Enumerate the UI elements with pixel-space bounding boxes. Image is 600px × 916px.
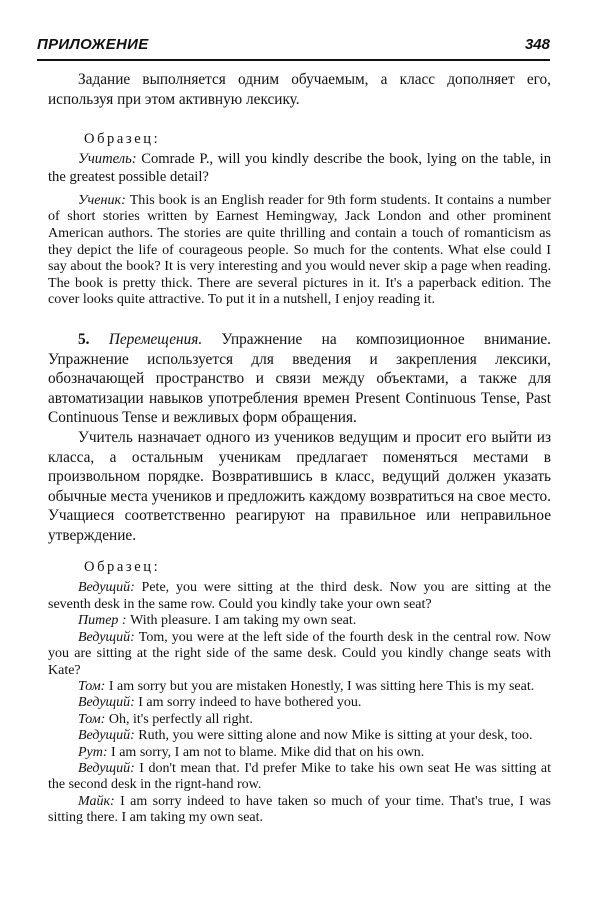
page-number: 348 bbox=[524, 36, 550, 53]
speaker-label: Ведущий: bbox=[78, 760, 135, 776]
page-body bbox=[48, 70, 551, 827]
dialogue-line bbox=[48, 151, 551, 187]
speaker-label: Учитель: bbox=[78, 151, 137, 168]
speaker-label: Ученик: bbox=[78, 191, 126, 208]
dialogue-text: With pleasure. I am taking my own seat. bbox=[126, 613, 357, 629]
section-number: 5. bbox=[78, 330, 90, 348]
section-5-paragraph-1 bbox=[48, 330, 551, 428]
intro-paragraph: Задание выполняется одним обучаемым, а класс дополняет его, используя при этом активную лексику. bbox=[48, 71, 551, 108]
dialogue-line bbox=[48, 613, 551, 629]
dialogue-line bbox=[48, 192, 551, 308]
speaker-label: Ведущий: bbox=[78, 629, 135, 645]
dialogue-line bbox=[48, 712, 551, 728]
page-header bbox=[37, 36, 550, 58]
speaker-label: Питер : bbox=[78, 613, 127, 629]
section-text: Упражнение на композиционное внимание. Упражнение используется для введения и закрепления лексики, обозначающей пространство и связи между объектами, а также для автоматизации навыков употребления времен Present Continuous Tense, Past Continuous Tense и вежливых форм обращения. bbox=[48, 330, 551, 427]
running-title: ПРИЛОЖЕНИЕ bbox=[37, 36, 149, 53]
dialogue-line bbox=[48, 761, 551, 794]
dialogue-text: Comrade P., will you kindly describe the book, lying on the table, in the greatest possible detail? bbox=[48, 151, 551, 185]
dialogue-line bbox=[48, 580, 551, 613]
dialogue-line bbox=[48, 679, 551, 695]
speaker-label: Ведущий: bbox=[78, 728, 135, 744]
sample-label-2: Образец: bbox=[84, 559, 161, 576]
dialogue-line bbox=[48, 794, 551, 827]
speaker-label: Том: bbox=[78, 711, 106, 727]
dialogue-text: I don't mean that. I'd prefer Mike to take his own seat He was sitting at the second desk in the rignt-hand row. bbox=[48, 760, 551, 793]
dialogue-text: This book is an English reader for 9th form students. It contains a number of short stories written by Earnest Hemingway, Jack London and other prominent American authors. The stories are quite thrilling and contain a touch of romanticism as they depict the life of courageous people. So much for the contents. What else could I say about the book? It is very interesting and you would never skip a page when reading. The book is pretty thick. There are several pictures in it. It's a paperback edition. The cover looks quite attractive. To put it in a nutshell, I enjoy reading it. bbox=[48, 191, 551, 308]
sample-dialogue-1 bbox=[48, 151, 551, 308]
dialogue-line bbox=[48, 745, 551, 761]
dialogue-text: I am sorry indeed to have bothered you. bbox=[134, 695, 362, 711]
sample-label-1: Образец: bbox=[84, 131, 161, 148]
speaker-label: Ведущий: bbox=[78, 695, 135, 711]
dialogue-line bbox=[48, 695, 551, 711]
dialogue-text: I am sorry but you are mistaken Honestly, I was sitting here This is my seat. bbox=[105, 678, 535, 694]
dialogue-text: Oh, it's perfectly all right. bbox=[105, 711, 253, 727]
sample-dialogue-2 bbox=[48, 580, 551, 826]
speaker-label: Ведущий: bbox=[78, 580, 135, 596]
dialogue-line bbox=[48, 630, 551, 679]
dialogue-text: Ruth, you were sitting alone and now Mike is sitting at your desk, too. bbox=[134, 728, 533, 744]
dialogue-text: Tom, you were at the left side of the fourth desk in the central row. Now you are sitting at the right side of the same desk. Could you kindly change seats with Kate? bbox=[48, 629, 551, 678]
speaker-label: Майк: bbox=[78, 793, 115, 809]
section-5-paragraph-2: Учитель назначает одного из учеников ведущим и просит его выйти из класса, а остальным ученикам предлагает поменяться местами в произвольном порядке. Возвратившись в класс, ведущий должен указать обычные места учеников и предложить каждому возвратиться на свое место. Учащиеся соответственно реагируют на правильное или неправильное утверждение. bbox=[48, 428, 551, 544]
speaker-label: Том: bbox=[78, 678, 106, 694]
dialogue-text: I am sorry, I am not to blame. Mike did that on his own. bbox=[107, 744, 425, 760]
dialogue-line bbox=[48, 728, 551, 744]
dialogue-text: Pete, you were sitting at the third desk. Now you are sitting at the seventh desk in the same row. Could you kindly take your own seat? bbox=[48, 580, 551, 612]
dialogue-text: I am sorry indeed to have taken so much of your time. That's true, I was sitting there. I am taking my own seat. bbox=[48, 793, 551, 826]
section-title: Перемещения. bbox=[89, 330, 203, 348]
header-rule bbox=[37, 59, 550, 61]
speaker-label: Рут: bbox=[78, 744, 108, 760]
